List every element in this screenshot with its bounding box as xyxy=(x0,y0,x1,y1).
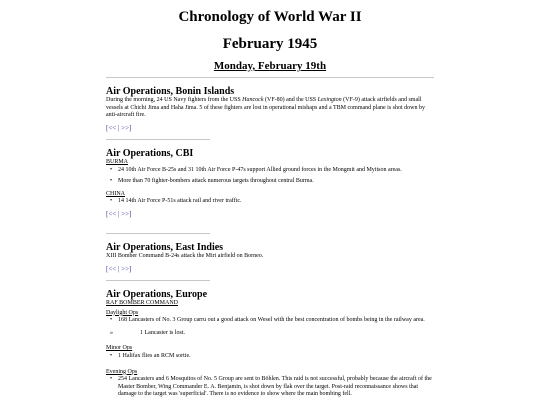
next-link[interactable]: >>] xyxy=(121,209,132,218)
prev-link[interactable]: [<< xyxy=(106,209,117,218)
nav-links xyxy=(106,124,434,132)
list-item: • 1 Halifax flies an RCM sortie. xyxy=(118,353,434,361)
nav-separator: | xyxy=(117,209,120,218)
section-text: XIII Bomber Command B-24s attack the Miri airfield on Borneo. xyxy=(106,253,264,259)
subsection-label-daylight: Daylight Ops xyxy=(106,309,139,316)
divider xyxy=(106,139,210,140)
list-sub-item: » 1 Lancaster is lost. xyxy=(118,330,434,338)
nav-separator: | xyxy=(117,264,120,273)
section-bonin-islands xyxy=(106,86,434,132)
list-item: • More than 70 fighter-bombers attack numerous targets throughout central Burma. xyxy=(118,178,434,186)
burma-list xyxy=(106,167,434,186)
section-heading: Air Operations, Bonin Islands xyxy=(106,86,235,97)
divider xyxy=(106,280,210,281)
subsection-label-burma: BURMA xyxy=(106,159,129,165)
nav-links xyxy=(106,265,434,273)
date-heading: Monday, February 19th xyxy=(213,60,327,72)
prev-link[interactable]: [<< xyxy=(106,123,117,132)
divider xyxy=(106,233,210,234)
list-item: • 168 Lancasters of No. 3 Group carru out a good attack on Wesel with the best concentration of bombs being in the railway area. xyxy=(118,317,434,325)
page-title: Chronology of World War II xyxy=(178,9,362,25)
subsection-label-raf: RAF BOMBER COMMAND xyxy=(106,300,179,306)
section-text: During the morning, 24 US Navy fighters from the USS Hancock (VF-80) and the USS Lexington (VF-9) attack airfields and small vessels at Chichi Jima and Haha Jima. 5 of these fighters are lost in operational mishaps and a TBM command plane is shot down by anti-aircraft fire. xyxy=(106,97,425,119)
month-heading: February 1945 xyxy=(222,36,318,52)
subsection-label-minor: Minor Ops xyxy=(106,345,133,352)
china-list xyxy=(106,198,434,206)
section-cbi xyxy=(106,148,434,218)
prev-link[interactable]: [<< xyxy=(106,264,117,273)
section-europe xyxy=(106,289,434,399)
divider xyxy=(106,77,434,78)
next-link[interactable]: >>] xyxy=(121,264,132,273)
subsection-label-evening: Evening Ops xyxy=(106,368,138,375)
list-item: • 14 14th Air Force P-51s attack rail and river traffic. xyxy=(118,198,434,206)
nav-links xyxy=(106,210,434,218)
next-link[interactable]: >>] xyxy=(121,123,132,132)
minor-list xyxy=(106,353,434,361)
list-item: • 254 Lancasters and 6 Mosquitos of No. 5 Group are sent to Böhlen. This raid is not successful, probably because the aircraft of the Master Bomber, Wing Commander E. A. Benjamin, is shot down by flak over the target. Post-raid reconnaissance shows that damage to the target was 'superficial'. There is no evidence to show where the main bombing fell. xyxy=(118,376,434,399)
section-heading: Air Operations, East Indies xyxy=(106,242,224,253)
section-heading: Air Operations, Europe xyxy=(106,289,208,300)
list-item: • 24 10th Air Force B-25s and 31 10th Air Force P-47s support Allied ground forces in the Mongmit and Myitson areas. xyxy=(118,167,434,175)
nav-separator: | xyxy=(117,123,120,132)
section-heading: Air Operations, CBI xyxy=(106,148,194,159)
section-east-indies xyxy=(106,242,434,273)
daylight-list xyxy=(106,317,434,337)
subsection-label-china: CHINA xyxy=(106,190,125,197)
evening-list xyxy=(106,376,434,399)
